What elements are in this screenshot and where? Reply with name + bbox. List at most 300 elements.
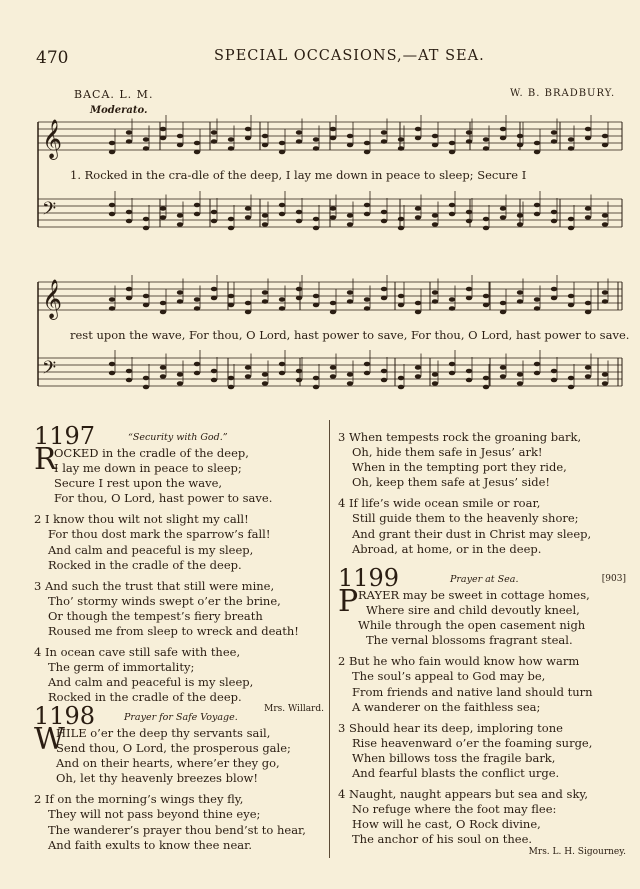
note-head: [143, 376, 149, 381]
note-head: [330, 365, 336, 370]
note-head: [194, 371, 200, 376]
note-head: [143, 217, 149, 222]
note-head: [347, 143, 353, 148]
stanza: [54, 461, 324, 506]
verse-line: For thou, O Lord, hast power to save.: [54, 491, 273, 506]
note-head: [534, 150, 540, 155]
note-head: [483, 294, 489, 299]
note-head: [483, 385, 489, 390]
note-head: [330, 136, 336, 141]
note-head: [398, 294, 404, 299]
note-head: [126, 296, 132, 301]
note-head: [381, 219, 387, 224]
note-head: [126, 219, 132, 224]
lyric-line-2: rest upon the wave, For thou, O Lord, hast power to save, For thou, O Lord, hast power to save.: [70, 328, 630, 342]
note-head: [126, 287, 132, 292]
verse-line: The vernal blossoms fragrant steal.: [366, 633, 573, 648]
note-head: [245, 136, 251, 141]
note-head: [279, 362, 285, 367]
verse-line: When billows toss the fragile bark,: [352, 750, 556, 765]
note-head: [432, 143, 438, 148]
note-head: [585, 215, 591, 220]
note-head: [109, 141, 115, 146]
note-head: [398, 217, 404, 222]
hymn-1199: [338, 566, 632, 857]
note-head: [517, 134, 523, 139]
verse-line: Tho’ stormy winds swept o’er the brine,: [48, 593, 281, 608]
note-head: [330, 310, 336, 315]
note-head: [415, 136, 421, 141]
column-rule: [329, 420, 330, 858]
note-head: [245, 301, 251, 306]
verse-line: The wanderer’s prayer thou bend’st to hear,: [48, 822, 306, 837]
note-head: [177, 299, 183, 304]
bass-clef: 𝄢: [42, 199, 57, 224]
note-head: [602, 213, 608, 218]
note-head: [432, 381, 438, 386]
note-head: [432, 222, 438, 227]
verse-line: Rocked in the cradle of the deep.: [48, 557, 242, 572]
note-head: [194, 141, 200, 146]
note-head: [364, 306, 370, 311]
note-head: [279, 150, 285, 155]
page-number: 470: [36, 48, 69, 68]
running-head: SPECIAL OCCASIONS,—AT SEA.: [214, 48, 485, 64]
note-head: [568, 226, 574, 231]
note-head: [432, 299, 438, 304]
note-head: [279, 212, 285, 217]
note-head: [585, 301, 591, 306]
bass-clef: 𝄢: [42, 358, 57, 383]
author: Mrs. Willard.: [264, 703, 324, 714]
stanza: [34, 512, 324, 572]
note-head: [245, 365, 251, 370]
note-head: [534, 362, 540, 367]
verse-line: A wanderer on the faithless sea;: [352, 699, 541, 714]
note-head: [364, 362, 370, 367]
note-head: [160, 310, 166, 315]
note-head: [143, 137, 149, 142]
stanza: [338, 496, 632, 556]
note-head: [551, 296, 557, 301]
note-head: [568, 146, 574, 151]
note-head: [211, 139, 217, 144]
note-head: [551, 139, 557, 144]
hymn-occasion: Prayer at Sea.: [450, 574, 519, 585]
note-head: [194, 362, 200, 367]
note-head: [262, 222, 268, 227]
note-head: [109, 203, 115, 208]
note-head: [347, 299, 353, 304]
note-head: [330, 301, 336, 306]
note-head: [296, 139, 302, 144]
note-head: [160, 127, 166, 132]
note-head: [568, 385, 574, 390]
note-head: [466, 210, 472, 215]
note-head: [228, 294, 234, 299]
note-head: [500, 206, 506, 211]
verse-line: And on their hearts, where’er they go,: [56, 756, 280, 771]
verse-line: Send thou, O Lord, the prosperous gale;: [56, 741, 291, 756]
verse-line: And faith exults to know thee near.: [48, 837, 253, 852]
note-head: [313, 303, 319, 308]
note-head: [517, 222, 523, 227]
note-head: [160, 136, 166, 141]
verse-line: Rise heavenward o’er the foaming surge,: [352, 735, 593, 750]
note-head: [330, 127, 336, 132]
note-head: [347, 222, 353, 227]
tune-name: BACA. L. M.: [74, 88, 154, 101]
note-head: [466, 219, 472, 224]
note-head: [449, 203, 455, 208]
verse-line: Where sire and child devoutly kneel,: [366, 603, 580, 618]
note-head: [381, 378, 387, 383]
note-head: [551, 369, 557, 374]
note-head: [517, 299, 523, 304]
note-head: [585, 206, 591, 211]
note-head: [279, 297, 285, 302]
note-head: [296, 210, 302, 215]
note-head: [177, 381, 183, 386]
stanza: [34, 792, 326, 852]
note-head: [432, 372, 438, 377]
hymn-1198-part1: [34, 704, 326, 853]
note-head: [262, 134, 268, 139]
note-head: [466, 369, 472, 374]
note-head: [228, 217, 234, 222]
note-head: [500, 127, 506, 132]
note-head: [534, 371, 540, 376]
note-head: [449, 141, 455, 146]
note-head: [313, 146, 319, 151]
note-head: [500, 365, 506, 370]
verse-line: Rocked in the cradle of the deep.: [48, 690, 242, 705]
note-head: [364, 297, 370, 302]
note-head: [602, 143, 608, 148]
note-head: [483, 303, 489, 308]
note-head: [143, 385, 149, 390]
verse-line: 3 Should hear its deep, imploring tone: [338, 720, 563, 735]
stanza: [56, 741, 326, 786]
note-head: [330, 374, 336, 379]
verse-line: The germ of immortality;: [48, 660, 195, 675]
note-head: [381, 369, 387, 374]
note-head: [449, 297, 455, 302]
note-head: [160, 365, 166, 370]
note-head: [568, 217, 574, 222]
verse-line: 2 But he who fain would know how warm: [338, 654, 580, 669]
verse-line: For thou dost mark the sparrow’s fall!: [48, 527, 271, 542]
verse-line: 4 Naught, naught appears but sea and sky,: [338, 787, 589, 802]
note-head: [585, 310, 591, 315]
note-head: [585, 136, 591, 141]
note-head: [449, 150, 455, 155]
hymn-1198-part2: [338, 430, 632, 557]
note-head: [449, 371, 455, 376]
note-head: [466, 378, 472, 383]
note-head: [415, 310, 421, 315]
hymn-number: 1198: [34, 702, 96, 730]
note-head: [602, 290, 608, 295]
verse-line: Still guide them to the heavenly shore;: [352, 511, 579, 526]
note-head: [347, 290, 353, 295]
stanza: [338, 654, 632, 714]
note-head: [398, 376, 404, 381]
note-head: [364, 212, 370, 217]
note-head: [177, 213, 183, 218]
note-head: [126, 139, 132, 144]
note-head: [466, 130, 472, 135]
note-head: [296, 287, 302, 292]
note-head: [534, 297, 540, 302]
treble-clef: 𝄞: [42, 119, 63, 159]
note-head: [160, 301, 166, 306]
verse-line: When in the tempting port they ride,: [352, 460, 567, 475]
note-head: [160, 374, 166, 379]
verse-line: 4 If life’s wide ocean smile or roar,: [338, 496, 541, 511]
note-head: [381, 287, 387, 292]
note-head: [211, 296, 217, 301]
note-head: [483, 146, 489, 151]
note-head: [517, 213, 523, 218]
author: Mrs. L. H. Sigourney.: [528, 846, 626, 857]
hymn-number: 1199: [338, 564, 400, 592]
note-head: [194, 306, 200, 311]
note-head: [228, 137, 234, 142]
note-head: [177, 222, 183, 227]
verse-line: 4 In ocean cave still safe with thee,: [34, 645, 241, 660]
note-head: [517, 290, 523, 295]
note-head: [398, 146, 404, 151]
note-head: [313, 137, 319, 142]
verse-line: No refuge where the foot may flee:: [352, 802, 557, 817]
note-head: [568, 376, 574, 381]
note-head: [143, 146, 149, 151]
note-head: [551, 210, 557, 215]
note-head: [517, 143, 523, 148]
verse-line: 3 When tempests rock the groaning bark,: [338, 430, 582, 444]
note-head: [364, 371, 370, 376]
note-head: [517, 381, 523, 386]
note-head: [415, 301, 421, 306]
note-head: [194, 212, 200, 217]
note-head: [245, 215, 251, 220]
note-head: [347, 381, 353, 386]
verse-line: Oh, keep them safe at Jesus’ side!: [352, 475, 551, 490]
note-head: [279, 141, 285, 146]
note-head: [296, 296, 302, 301]
note-head: [313, 294, 319, 299]
note-head: [466, 296, 472, 301]
stanza: [338, 430, 632, 490]
note-head: [534, 306, 540, 311]
verse-line: And calm and peaceful is my sleep,: [48, 675, 254, 690]
note-head: [126, 130, 132, 135]
note-head: [313, 376, 319, 381]
verse-line: The soul’s appeal to God may be,: [352, 669, 546, 684]
note-head: [228, 226, 234, 231]
first-line: OCKED in the cradle of the deep,: [54, 446, 249, 460]
note-head: [211, 130, 217, 135]
note-head: [347, 213, 353, 218]
note-head: [602, 222, 608, 227]
verse-line: While through the open casement nigh: [358, 618, 586, 633]
note-head: [313, 226, 319, 231]
note-head: [381, 130, 387, 135]
note-head: [262, 290, 268, 295]
note-head: [126, 369, 132, 374]
note-head: [177, 143, 183, 148]
note-head: [449, 362, 455, 367]
stanza: [338, 721, 632, 781]
note-head: [313, 217, 319, 222]
note-head: [228, 303, 234, 308]
note-head: [568, 137, 574, 142]
note-head: [449, 306, 455, 311]
stanza: [34, 579, 324, 639]
note-head: [279, 306, 285, 311]
verse-line: And grant their dust in Christ may sleep,: [352, 526, 592, 541]
note-head: [381, 139, 387, 144]
note-head: [432, 290, 438, 295]
verse-line: Abroad, at home, or in the deep.: [352, 541, 542, 556]
note-head: [143, 226, 149, 231]
verse-line: Or though the tempest’s fiery breath: [48, 608, 263, 623]
note-head: [330, 206, 336, 211]
verse-line: The anchor of his soul on thee.: [352, 832, 533, 847]
note-head: [500, 136, 506, 141]
note-head: [109, 362, 115, 367]
note-head: [279, 203, 285, 208]
verse-line: How will he cast, O Rock divine,: [352, 817, 541, 832]
note-head: [160, 206, 166, 211]
note-head: [262, 381, 268, 386]
verse-line: And fearful blasts the conflict urge.: [352, 766, 560, 781]
verse-line: 3 And such the trust that still were mine,: [34, 578, 275, 593]
note-head: [177, 290, 183, 295]
stanza: [338, 787, 632, 847]
note-head: [177, 372, 183, 377]
stanza: [34, 645, 324, 705]
note-head: [228, 385, 234, 390]
note-head: [602, 372, 608, 377]
note-head: [517, 372, 523, 377]
note-head: [109, 371, 115, 376]
note-head: [551, 378, 557, 383]
note-head: [568, 294, 574, 299]
note-head: [194, 150, 200, 155]
note-head: [398, 385, 404, 390]
note-head: [245, 127, 251, 132]
note-head: [585, 127, 591, 132]
note-head: [364, 150, 370, 155]
composer: W. B. BRADBURY.: [510, 88, 616, 99]
note-head: [211, 369, 217, 374]
note-head: [381, 210, 387, 215]
verse-line: Secure I rest upon the wave,: [54, 476, 223, 491]
note-head: [262, 299, 268, 304]
note-head: [245, 310, 251, 315]
note-head: [126, 378, 132, 383]
note-head: [330, 215, 336, 220]
note-head: [466, 287, 472, 292]
verse-line: 2 If on the morning’s wings they fly,: [34, 792, 244, 807]
note-head: [398, 303, 404, 308]
note-head: [109, 212, 115, 217]
treble-clef: 𝄞: [42, 279, 63, 319]
note-head: [585, 365, 591, 370]
note-head: [296, 369, 302, 374]
hymn-occasion: Prayer for Safe Voyage.: [124, 712, 238, 723]
note-head: [602, 134, 608, 139]
note-head: [126, 210, 132, 215]
note-head: [109, 297, 115, 302]
note-head: [194, 297, 200, 302]
verse-line: Oh, hide them safe in Jesus’ ark!: [352, 445, 543, 460]
note-head: [228, 376, 234, 381]
note-head: [500, 310, 506, 315]
cross-reference: [903]: [601, 574, 626, 584]
note-head: [245, 206, 251, 211]
note-head: [398, 137, 404, 142]
note-head: [262, 213, 268, 218]
note-head: [347, 372, 353, 377]
hymn-number: 1197: [34, 422, 96, 450]
stanza: [358, 603, 632, 648]
note-head: [143, 294, 149, 299]
note-head: [602, 381, 608, 386]
verse-line: They will not pass beyond thine eye;: [48, 807, 261, 822]
note-head: [551, 130, 557, 135]
note-head: [415, 365, 421, 370]
note-head: [551, 219, 557, 224]
note-head: [160, 215, 166, 220]
note-head: [551, 287, 557, 292]
note-head: [262, 372, 268, 377]
verse-line: I lay me down in peace to sleep;: [54, 461, 242, 476]
note-head: [296, 378, 302, 383]
note-head: [398, 226, 404, 231]
note-head: [432, 134, 438, 139]
note-head: [211, 210, 217, 215]
note-head: [534, 203, 540, 208]
note-head: [296, 219, 302, 224]
note-head: [483, 376, 489, 381]
drop-cap: P: [338, 584, 359, 619]
music-score: [0, 0, 640, 410]
tempo-marking: Moderato.: [90, 105, 148, 116]
verse-line: Oh, let thy heavenly breezes blow!: [56, 771, 259, 786]
first-line: HILE o’er the deep thy servants sail,: [56, 726, 271, 740]
note-head: [211, 219, 217, 224]
note-head: [262, 143, 268, 148]
note-head: [415, 215, 421, 220]
note-head: [279, 371, 285, 376]
note-head: [415, 206, 421, 211]
note-head: [109, 306, 115, 311]
verse-line: From friends and native land should turn: [352, 684, 593, 699]
first-line: RAYER may be sweet in cottage homes,: [358, 588, 590, 602]
note-head: [296, 130, 302, 135]
note-head: [500, 374, 506, 379]
note-head: [245, 374, 251, 379]
note-head: [432, 213, 438, 218]
note-head: [449, 212, 455, 217]
note-head: [211, 378, 217, 383]
note-head: [415, 127, 421, 132]
note-head: [143, 303, 149, 308]
verse-line: 2 I know thou wilt not slight my call!: [34, 512, 249, 527]
